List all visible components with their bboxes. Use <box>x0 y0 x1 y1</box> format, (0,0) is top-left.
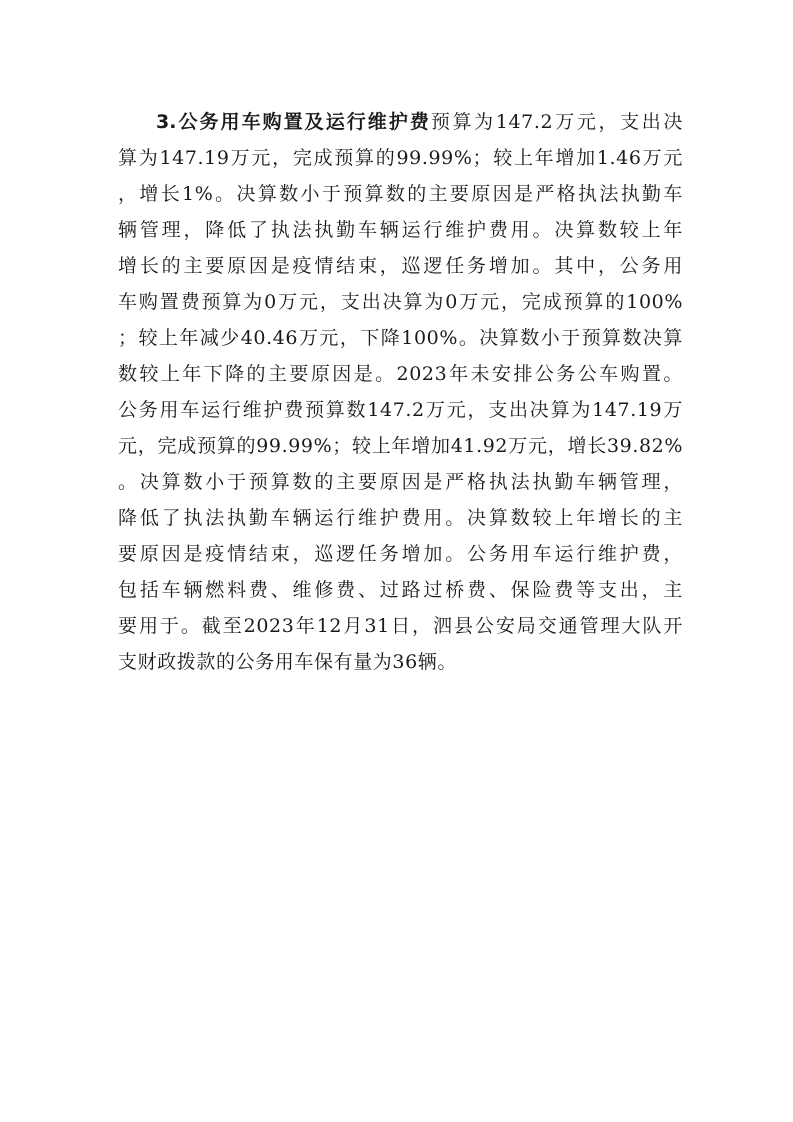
paragraph-line-2: 算为147.19万元，完成预算的99.99%；较上年增加1.46万元 <box>118 147 683 169</box>
paragraph-line-10: 元，完成预算的99.99%；较上年增加41.92万元，增长39.82% <box>118 435 683 457</box>
paragraph-line-13: 要原因是疫情结束，巡逻任务增加。公务用车运行维护费， <box>118 543 683 565</box>
paragraph-line-16: 支财政拨款的公务用车保有量为36辆。 <box>118 651 457 673</box>
paragraph-line-1 <box>118 104 683 140</box>
paragraph-line-6: 车购置费预算为0万元，支出决算为0万元，完成预算的100% <box>118 291 683 313</box>
paragraph-line-8: 数较上年下降的主要原因是。2023年未安排公务公车购置。 <box>118 363 683 385</box>
section-body <box>118 104 683 680</box>
section-heading: 3.公务用车购置及运行维护费 <box>156 111 431 133</box>
paragraph-line-3: ，增长1%。决算数小于预算数的主要原因是严格执法执勤车 <box>118 183 683 205</box>
paragraph-line-12: 降低了执法执勤车辆运行维护费用。决算数较上年增长的主 <box>118 507 683 529</box>
paragraph-line-15: 要用于。截至2023年12月31日，泗县公安局交通管理大队开 <box>118 615 683 637</box>
paragraph-line-14: 包括车辆燃料费、维修费、过路过桥费、保险费等支出，主 <box>118 579 683 601</box>
paragraph-line-5: 增长的主要原因是疫情结束，巡逻任务增加。其中，公务用 <box>118 255 683 277</box>
paragraph-line-1-text: 预算为147.2万元，支出决 <box>430 111 683 133</box>
paragraph-line-9: 公务用车运行维护费预算数147.2万元，支出决算为147.19万 <box>118 399 683 421</box>
paragraph-line-7: ；较上年减少40.46万元，下降100%。决算数小于预算数决算 <box>118 327 683 349</box>
paragraph-line-4: 辆管理，降低了执法执勤车辆运行维护费用。决算数较上年 <box>118 219 683 241</box>
paragraph-line-11: 。决算数小于预算数的主要原因是严格执法执勤车辆管理， <box>118 471 683 493</box>
